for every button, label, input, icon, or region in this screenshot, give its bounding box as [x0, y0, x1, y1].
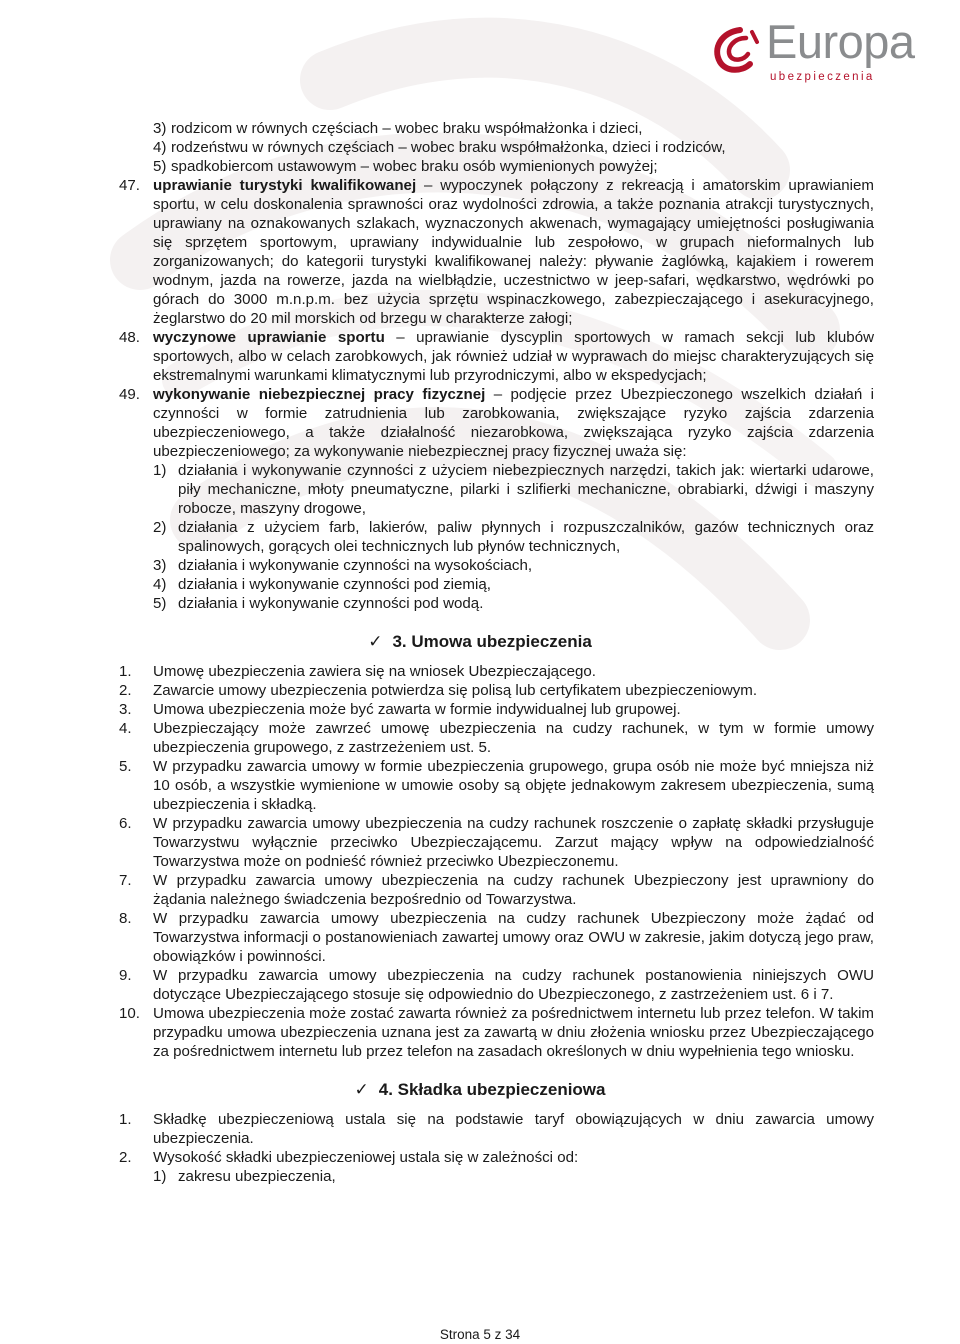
europa-logo [710, 15, 942, 83]
section-title: 4. Składka ubezpieczeniowa [378, 1080, 606, 1099]
list-item: 5) spadkobiercom ustawowym – wobec braku osób wymienionych powyżej; [153, 158, 658, 175]
definition-term: wyczynowe uprawianie sportu [153, 329, 385, 346]
definition-item: 47. uprawianie turystyki kwalifikowanej – wypoczynek połączony z rekreacją i amatorskim uprawianiem sportu, w celu doskonalenia sprawności oraz wydolności zdrowia, a także poznania atrakcji turystycznych, uprawiany na oznakowanych szlakach, wyznaczonych akwenach, wymagający umiejętności posługiwania się sprzętem sportowym, uprawiany indywidualnie lub zespołowo, w grupach nieformalnych lub zorganizowanych; do kategorii turystyki kwalifikowanej należy: pływanie żaglówką, kajakiem i rowerem wodnym, jazda na rowerze, jazda na wielbłądzie, uczestnictwo w jeep-safari, wędkarstwo, wędrówki po górach do 3000 m.n.p.m. bez użycia sprzętu wspinaczkowego, zabezpieczającego i asekuracyjnego, żeglarstwo do 20 mil morskich od brzegu w charakterze załogi; [119, 177, 874, 327]
list-item: 1. Składkę ubezpieczeniową ustala się na podstawie taryf obowiązujących w dniu zawarcia umowy ubezpieczenia. [119, 1111, 874, 1147]
section-heading [0, 1079, 960, 1101]
document-body [0, 119, 960, 1186]
list-item: 1) działania i wykonywanie czynności z użyciem niebezpiecznych narzędzi, takich jak: wiertarki udarowe, piły mechaniczne, młoty pneumatyczne, pilarki i szlifierki mechaniczne, obrabiarki, dźwigi i maszyny robocze, maszyny drogowe, [153, 462, 874, 517]
list-item: 6. W przypadku zawarcia umowy ubezpieczenia na cudzy rachunek roszczenie o zapłatę składki przysługuje Towarzystwu wyłącznie przeciwko Ubezpieczającemu. Zarzut mający wpływ na odpowiedzialność Towarzystwa może on podnieść również przeciwko Ubezpieczonemu. [119, 815, 874, 870]
list-item: 4) rodzeństwu w równych częściach – wobec braku współmałżonka, dzieci i rodziców, [153, 139, 726, 156]
list-item: 4) działania i wykonywanie czynności pod ziemią, [153, 576, 491, 593]
definition-item: 49. wykonywanie niebezpiecznej pracy fizycznej – podjęcie przez Ubezpieczonego wszelkich działań i czynności w formie zatrudnienia lub zarobkowania, zwiększające ryzyko zajścia zdarzenia ubezpieczeniowego, a także działalność niezarobkowa, zwiększająca ryzyko zajścia zdarzenia ubezpieczeniowego; za wykonywanie niebezpiecznej pracy fizycznej uważa się: [119, 386, 874, 460]
list-item: 5) działania i wykonywanie czynności pod wodą. [153, 595, 484, 612]
definition-item: 48. wyczynowe uprawianie sportu – uprawianie dyscyplin sportowych w ramach sekcji lub klubów sportowych, albo w celach zarobkowych, jak również udział w wyprawach do miejsc charakteryzujących się ekstremalnymi warunkami klimatycznymi lub przyrodniczymi, albo w ekspedycjach; [119, 329, 874, 384]
section-heading [0, 631, 960, 653]
list-item: 4. Ubezpieczający może zawrzeć umowę ubezpieczenia na cudzy rachunek, w tym w formie umowy ubezpieczenia grupowego, z zastrzeżeniem ust. 5. [119, 720, 874, 756]
list-item: 2. Zawarcie umowy ubezpieczenia potwierdza się polisą lub certyfikatem ubezpieczeniowym. [119, 682, 758, 699]
list-item: 9. W przypadku zawarcia umowy ubezpieczenia na cudzy rachunek postanowienia niniejszych OWU dotyczące Ubezpieczającego stosuje się odpowiednio do Ubezpieczonego, z zastrzeżeniem ust. 6 i 7. [119, 967, 874, 1003]
list-item: 7. W przypadku zawarcia umowy ubezpieczenia na cudzy rachunek Ubezpieczony jest uprawniony do żądania należnego świadczenia bezpośrednio od Towarzystwa. [119, 872, 874, 908]
list-item: 3. Umowa ubezpieczenia może być zawarta w formie indywidualnej lub grupowej. [119, 701, 681, 718]
list-item: 3) działania i wykonywanie czynności na wysokościach, [153, 557, 533, 574]
logo-subtitle: ubezpieczenia [770, 71, 875, 83]
checkmark-icon: ✓ [368, 632, 383, 651]
list-item: 5. W przypadku zawarcia umowy w formie ubezpieczenia grupowego, grupa osób nie może być mniejsza niż 10 osób, a wszystkie wymienione w umowie osoby są objęte jednakowym zakresem ubezpieczenia, sumą ubezpieczenia i składką. [119, 758, 874, 813]
list-item: 10. Umowa ubezpieczenia może zostać zawarta również za pośrednictwem internetu lub przez telefon. W takim przypadku umowa ubezpieczenia uznana jest za zawartą w dniu złożenia wniosku przez Ubezpieczającego za pośrednictwem internetu lub przez telefon na zasadach określonych w dniu wypełnienia tego wniosku. [119, 1005, 874, 1060]
list-item: 2) działania z użyciem farb, lakierów, paliw płynnych i rozpuszczalników, gazów technicznych oraz spalinowych, gorących olei technicznych lub płynów technicznych, [153, 519, 874, 555]
checkmark-icon: ✓ [354, 1080, 369, 1099]
list-item: 2. Wysokość składki ubezpieczeniowej ustala się w zależności od: [119, 1149, 579, 1166]
logo-wordmark: Europa [766, 15, 915, 68]
page-number: Strona 5 z 34 [439, 1327, 521, 1342]
section-title: 3. Umowa ubezpieczenia [392, 632, 592, 651]
list-item: 3) rodzicom w równych częściach – wobec braku współmałżonka i dzieci, [153, 120, 643, 137]
list-item: 1. Umowę ubezpieczenia zawiera się na wniosek Ubezpieczającego. [119, 663, 596, 680]
logo-swirl-icon [710, 26, 762, 74]
list-item: 1) zakresu ubezpieczenia, [153, 1168, 336, 1185]
list-item: 8. W przypadku zawarcia umowy ubezpieczenia na cudzy rachunek Ubezpieczony może żądać od Towarzystwa informacji o postanowieniach zawartej umowy oraz OWU w zakresie, jakim dotyczą jego praw, obowiązków i powinności. [119, 910, 874, 965]
definition-term: wykonywanie niebezpiecznej pracy fizycznej [153, 386, 486, 403]
definition-term: uprawianie turystyki kwalifikowanej [153, 177, 417, 194]
